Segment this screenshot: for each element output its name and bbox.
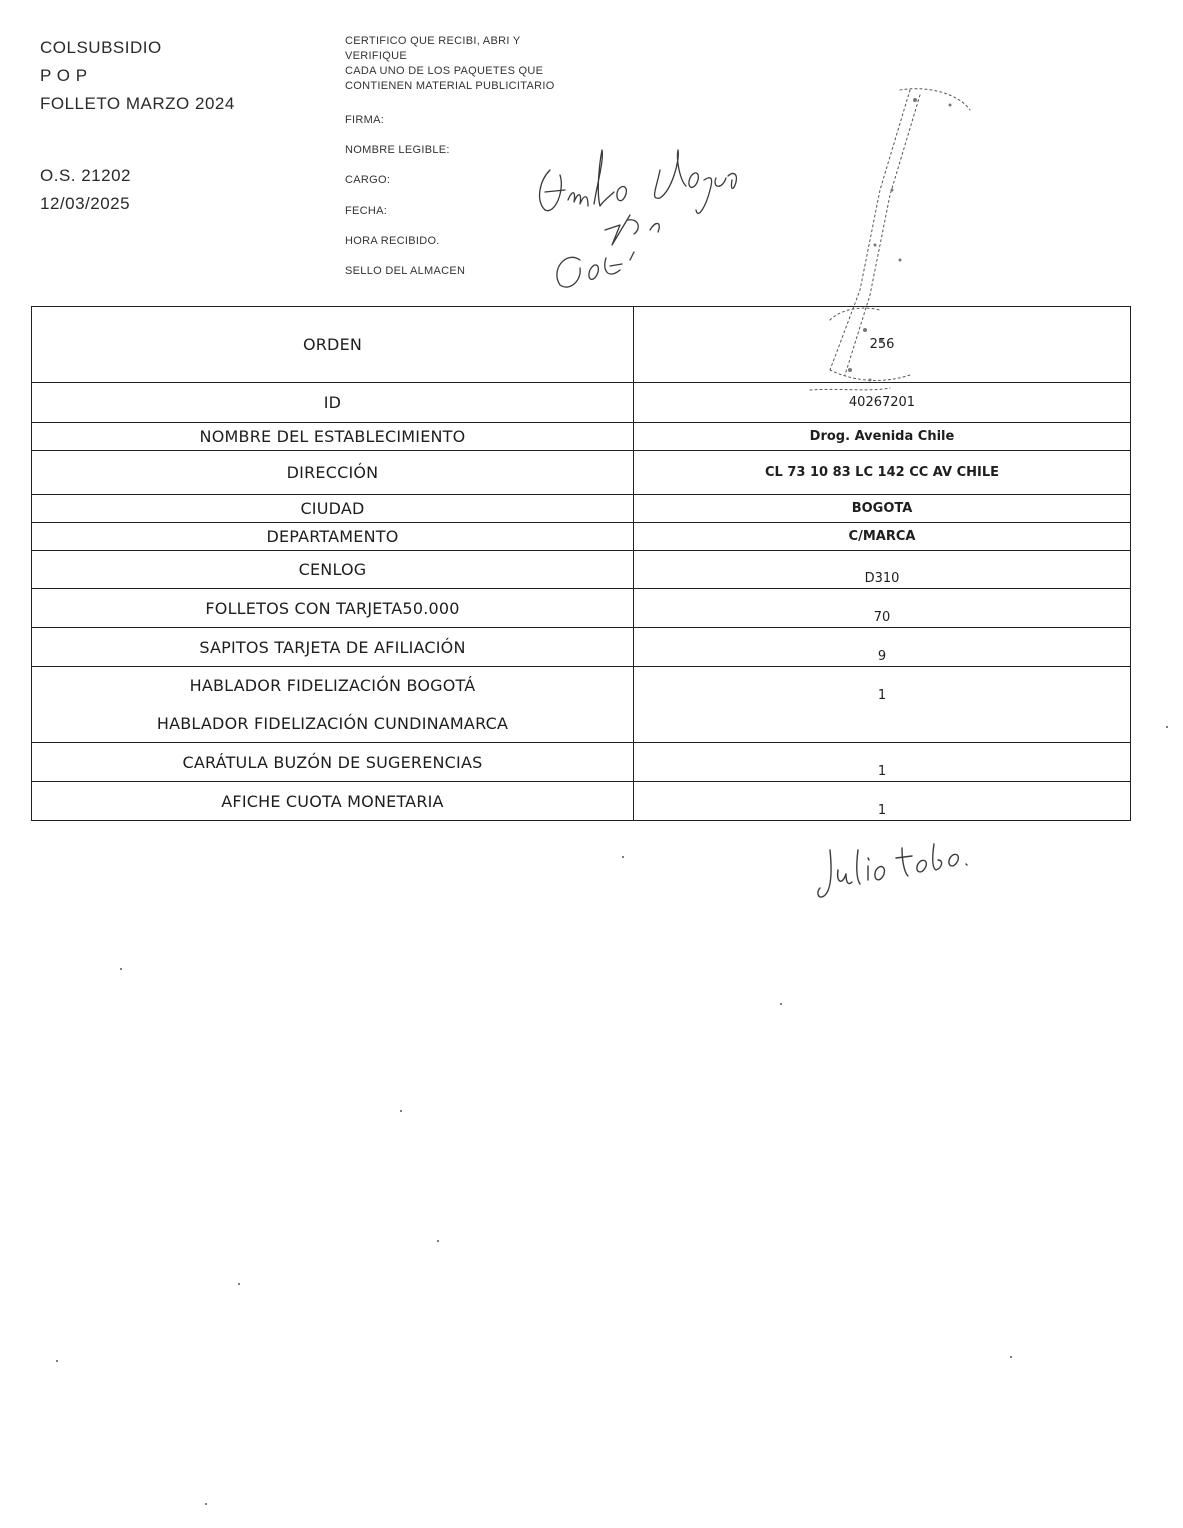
pop-label: P O P (40, 66, 88, 85)
row-label: DEPARTAMENTO (32, 523, 634, 551)
handwritten-note (810, 830, 1000, 910)
scan-speck (400, 1110, 402, 1112)
row-label: ORDEN (32, 307, 634, 383)
scan-speck (205, 1503, 207, 1505)
scan-speck (56, 1360, 58, 1362)
row-value: 1 (634, 667, 1131, 705)
hora-recibido-label: HORA RECIBIDO. (345, 235, 440, 247)
scan-speck (622, 856, 624, 858)
sello-almacen-label: SELLO DEL ALMACEN (345, 265, 466, 277)
table-row (32, 705, 1131, 743)
table-row (32, 589, 1131, 628)
row-label: DIRECCIÓN (32, 451, 634, 495)
scan-speck (1166, 726, 1168, 728)
nombre-legible-label: NOMBRE LEGIBLE: (345, 144, 450, 156)
table-row (32, 383, 1131, 423)
row-value: 40267201 (634, 383, 1131, 423)
document-header (40, 34, 235, 218)
row-label: HABLADOR FIDELIZACIÓN CUNDINAMARCA (32, 705, 634, 743)
document-date: 12/03/2025 (40, 194, 131, 213)
row-value: 256 (634, 307, 1131, 383)
table-row (32, 551, 1131, 589)
row-value (634, 705, 1131, 743)
row-value: 70 (634, 589, 1131, 628)
scan-speck (1010, 1356, 1012, 1358)
row-value: CL 73 10 83 LC 142 CC AV CHILE (634, 451, 1131, 495)
row-label: HABLADOR FIDELIZACIÓN BOGOTÁ (32, 667, 634, 705)
row-value: D310 (634, 551, 1131, 589)
scan-speck (238, 1283, 240, 1285)
row-label: AFICHE CUOTA MONETARIA (32, 782, 634, 821)
scan-speck (437, 1240, 439, 1242)
handwritten-signature (510, 120, 780, 300)
certification-statement (345, 34, 555, 94)
row-value: C/MARCA (634, 523, 1131, 551)
row-label: CARÁTULA BUZÓN DE SUGERENCIAS (32, 743, 634, 782)
company-name: COLSUBSIDIO (40, 38, 162, 57)
statement-line: VERIFIQUE (345, 50, 407, 62)
row-label: FOLLETOS CON TARJETA50.000 (32, 589, 634, 628)
row-value: Drog. Avenida Chile (634, 423, 1131, 451)
cargo-label: CARGO: (345, 174, 391, 186)
table-row (32, 628, 1131, 667)
service-order-number: O.S. 21202 (40, 166, 132, 185)
row-label: CENLOG (32, 551, 634, 589)
certification-block (345, 34, 555, 277)
scan-speck (120, 968, 122, 970)
table-row (32, 495, 1131, 523)
table-row (32, 782, 1131, 821)
row-value: 1 (634, 743, 1131, 782)
table-row (32, 423, 1131, 451)
delivery-table (31, 306, 1131, 821)
table-row (32, 451, 1131, 495)
statement-line: CERTIFICO QUE RECIBI, ABRI Y (345, 35, 521, 47)
folleto-title: FOLLETO MARZO 2024 (40, 94, 235, 113)
statement-line: CONTIENEN MATERIAL PUBLICITARIO (345, 80, 555, 92)
row-label: ID (32, 383, 634, 423)
row-label: CIUDAD (32, 495, 634, 523)
table-row (32, 667, 1131, 705)
statement-line: CADA UNO DE LOS PAQUETES QUE (345, 65, 544, 77)
row-label: NOMBRE DEL ESTABLECIMIENTO (32, 423, 634, 451)
row-value: BOGOTA (634, 495, 1131, 523)
table-row (32, 307, 1131, 383)
row-value: 1 (634, 782, 1131, 821)
table-row (32, 523, 1131, 551)
row-value: 9 (634, 628, 1131, 667)
table-row (32, 743, 1131, 782)
scan-speck (780, 1003, 782, 1005)
row-label: SAPITOS TARJETA DE AFILIACIÓN (32, 628, 634, 667)
firma-label: FIRMA: (345, 114, 385, 126)
fecha-label: FECHA: (345, 205, 388, 217)
